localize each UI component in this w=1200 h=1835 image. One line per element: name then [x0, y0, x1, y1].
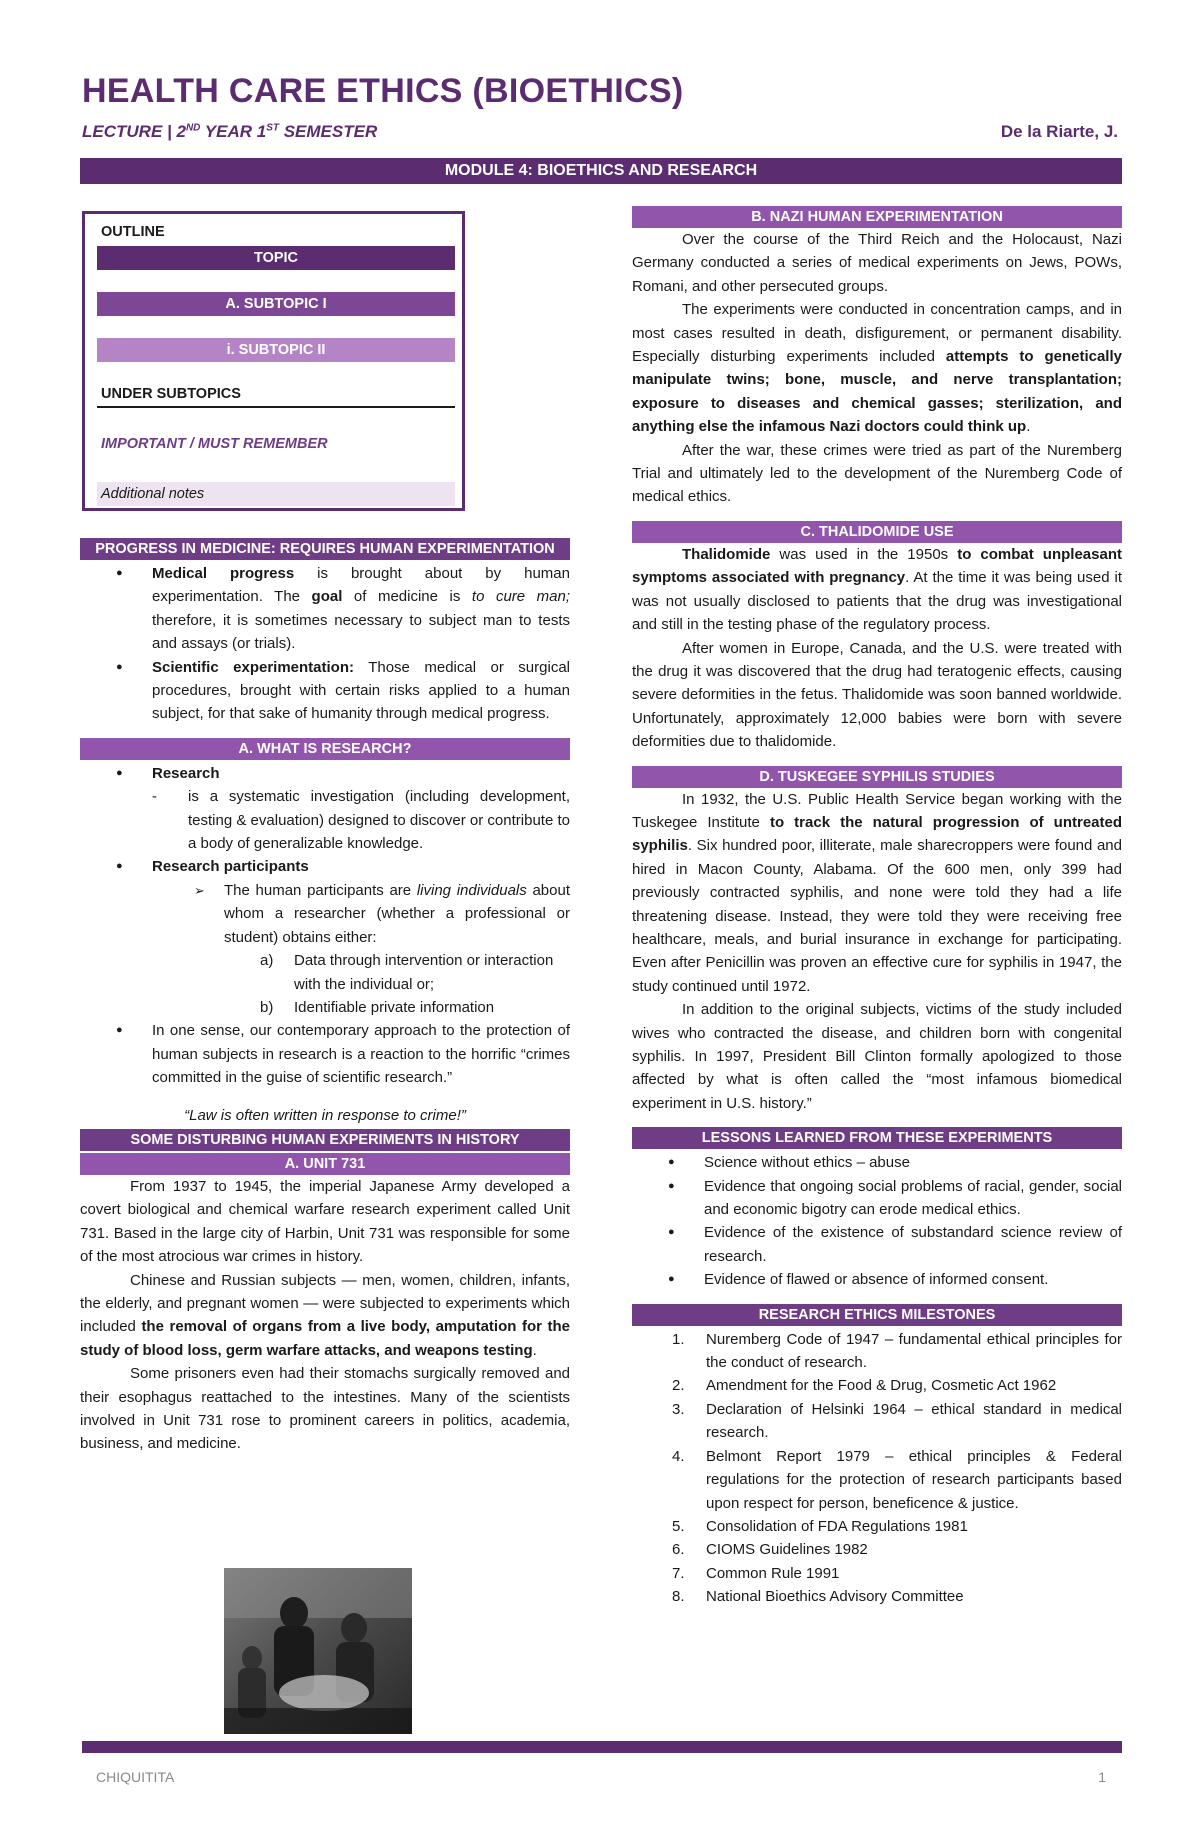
unit731-paragraph-3: Some prisoners even had their stomachs surgically removed and their esophagus reattached to the intestines. Many of the scientists involved in Unit 731 rose to prominent careers in politics, academia, business, and medicine.: [80, 1365, 570, 1453]
footer-divider: [82, 1741, 1122, 1753]
nazi-paragraph-3: After the war, these crimes were tried as part of the Nuremberg Trial and ultimately led to the development of the Nuremberg Code of medical ethics.: [632, 441, 1122, 506]
research-list-3: [80, 1019, 570, 1089]
list-item: ● Medical progress is brought about by human experimentation. The goal of medicine is to cure man; therefore, it is sometimes necessary to subject man to tests and assays (or trials).: [80, 562, 570, 656]
list-item: 1. Nuremberg Code of 1947 – fundamental ethical principles for the conduct of research.: [672, 1330, 1122, 1372]
unit731-paragraph-1: From 1937 to 1945, the imperial Japanese Army developed a covert biological and chemical warfare research experiment called Unit 731. Based in the large city of Harbin, Unit 731 was responsible for some of the most atrocious war crimes in history.: [80, 1177, 570, 1266]
list-item: ● Science without ethics – abuse: [632, 1151, 1122, 1174]
list-item: ● Research participants: [80, 855, 570, 878]
subsection-header-unit-731: A. UNIT 731: [80, 1153, 570, 1175]
participants-option-b: b) Identifiable private information: [260, 998, 495, 1016]
list-item: ● Research: [80, 762, 570, 785]
legend-subtopic-2: i. SUBTOPIC II: [97, 338, 455, 362]
tuskegee-paragraph-2: In addition to the original subjects, victims of the study included wives who contracted the disease, and children born with congenital syphilis. In 1997, President Bill Clinton formally apologized to those affected by what is often called the “most infamous biomedical experiment in U.S. history.”: [632, 1001, 1122, 1112]
research-definition: - is a systematic investigation (including development, testing & evaluation) designed to discover or contribute to a body of generalizable knowledge.: [80, 785, 570, 855]
outline-title: OUTLINE: [101, 224, 165, 240]
footer-label: CHIQUITITA: [96, 1769, 175, 1785]
progress-list: [80, 562, 570, 726]
section-header-nazi: B. NAZI HUMAN EXPERIMENTATION: [632, 206, 1122, 228]
list-item: 6. CIOMS Guidelines 1982: [672, 1541, 868, 1559]
list-item: ● Evidence that ongoing social problems of racial, gender, social and economic bigotry can erode medical ethics.: [632, 1175, 1122, 1222]
module-banner: MODULE 4: BIOETHICS AND RESEARCH: [80, 158, 1122, 184]
list-item: ● Evidence of flawed or absence of informed consent.: [632, 1268, 1122, 1291]
outline-legend-box: [82, 211, 465, 511]
list-item: ● In one sense, our contemporary approach to the protection of human subjects in research is a reaction to the horrific “crimes committed in the guise of scientific research.”: [80, 1019, 570, 1089]
research-list-2: [80, 855, 570, 878]
participants-option-a: a) Data through intervention or interaction with the individual or;: [260, 952, 554, 993]
legend-subtopic-1: A. SUBTOPIC I: [97, 292, 455, 316]
research-list: [80, 762, 570, 785]
author-name: De la Riarte, J.: [1000, 122, 1118, 141]
section-header-disturbing: SOME DISTURBING HUMAN EXPERIMENTS IN HISTORY: [80, 1129, 570, 1151]
list-item: 5. Consolidation of FDA Regulations 1981: [672, 1517, 968, 1535]
list-item: 2. Amendment for the Food & Drug, Cosmetic Act 1962: [672, 1377, 1057, 1395]
right-column: [632, 206, 1122, 1609]
left-column: [80, 538, 570, 1456]
section-header-milestones: RESEARCH ETHICS MILESTONES: [632, 1304, 1122, 1326]
lessons-list: [632, 1151, 1122, 1291]
list-item: 8. National Bioethics Advisory Committee: [672, 1588, 964, 1606]
list-item: ● Scientific experimentation: Those medical or surgical procedures, brought with certain risks applied to a human subject, for that sake of humanity through medical progress.: [80, 656, 570, 726]
unit731-paragraph-2: Chinese and Russian subjects — men, women, children, infants, the elderly, and pregnant women — were subjected to experiments which included the removal of organs from a live body, amputation for the study of blood loss, germ warfare attacks, and weapons testing.: [80, 1271, 571, 1359]
thalidomide-paragraph-1: Thalidomide was used in the 1950s to combat unpleasant symptoms associated with pregnancy. At the time it was being used it was not usually disclosed to patients that the drug was investigational and still in the testing phase of the regulatory process.: [632, 545, 1122, 634]
nazi-paragraph-1: Over the course of the Third Reich and the Holocaust, Nazi Germany conducted a series of medical experiments on Jews, POWs, Romani, and other persecuted groups.: [632, 231, 1122, 295]
milestones-list: [632, 1328, 1122, 1609]
section-header-progress: PROGRESS IN MEDICINE: REQUIRES HUMAN EXPERIMENTATION: [80, 538, 570, 560]
list-item: 7. Common Rule 1991: [672, 1564, 840, 1582]
nazi-paragraph-2: The experiments were conducted in concentration camps, and in most cases resulted in death, disfigurement, or permanent disability. Especially disturbing experiments included attempts to genetically manipulate twins; bone, muscle, and nerve transplantation; exposure to diseases and chemical gasses; sterilization, and anything else the infamous Nazi doctors could think up.: [632, 301, 1122, 436]
thalidomide-paragraph-2: After women in Europe, Canada, and the U.S. were treated with the drug it was discovered that the drug had teratogenic effects, causing severe deformities in the fetus. Thalidomide was soon banned worldwide. Unfortunately, approximately 12,000 babies were born with severe deformities due to thalidomide.: [632, 639, 1122, 751]
tuskegee-paragraph-1: In 1932, the U.S. Public Health Service began working with the Tuskegee Institute to track the natural progression of untreated syphilis. Six hundred poor, illiterate, male sharecroppers were found and hired in Macon County, Alabama. Of the 600 men, only 399 had previously contracted syphilis, and none were told they had a life threatening disease. Instead, they were told they were receiving free healthcare, meals, and burial insurance in exchange for participating. Even after Penicillin was proven an effective cure for syphilis in 1947, the study continued until 1972.: [632, 790, 1123, 995]
section-header-thalidomide: C. THALIDOMIDE USE: [632, 521, 1122, 543]
legend-topic: TOPIC: [97, 246, 455, 270]
list-item: ● Evidence of the existence of substandard science review of research.: [632, 1221, 1122, 1268]
page-number: 1: [1098, 1769, 1106, 1785]
quote: “Law is often written in response to crime!”: [184, 1106, 466, 1124]
legend-under-subtopics: UNDER SUBTOPICS: [97, 386, 455, 408]
list-item: 3. Declaration of Helsinki 1964 – ethical standard in medical research.: [672, 1400, 1122, 1442]
legend-important: IMPORTANT / MUST REMEMBER: [101, 436, 328, 452]
historical-photo: [224, 1568, 412, 1734]
list-item: 4. Belmont Report 1979 – ethical principles & Federal regulations for the protection of research participants based upon respect for person, beneficence & justice.: [672, 1447, 1122, 1512]
section-header-lessons: LESSONS LEARNED FROM THESE EXPERIMENTS: [632, 1127, 1122, 1149]
participants-definition: ➢ The human participants are living individuals about whom a researcher (whether a professional or student) obtains either:: [80, 879, 570, 949]
section-header-what-is-research: A. WHAT IS RESEARCH?: [80, 738, 570, 760]
page-title: HEALTH CARE ETHICS (BIOETHICS): [82, 72, 684, 110]
legend-additional-notes: Additional notes: [97, 482, 455, 506]
section-header-tuskegee: D. TUSKEGEE SYPHILIS STUDIES: [632, 766, 1122, 788]
page-subtitle: LECTURE | 2ND YEAR 1ST SEMESTER: [82, 122, 378, 141]
